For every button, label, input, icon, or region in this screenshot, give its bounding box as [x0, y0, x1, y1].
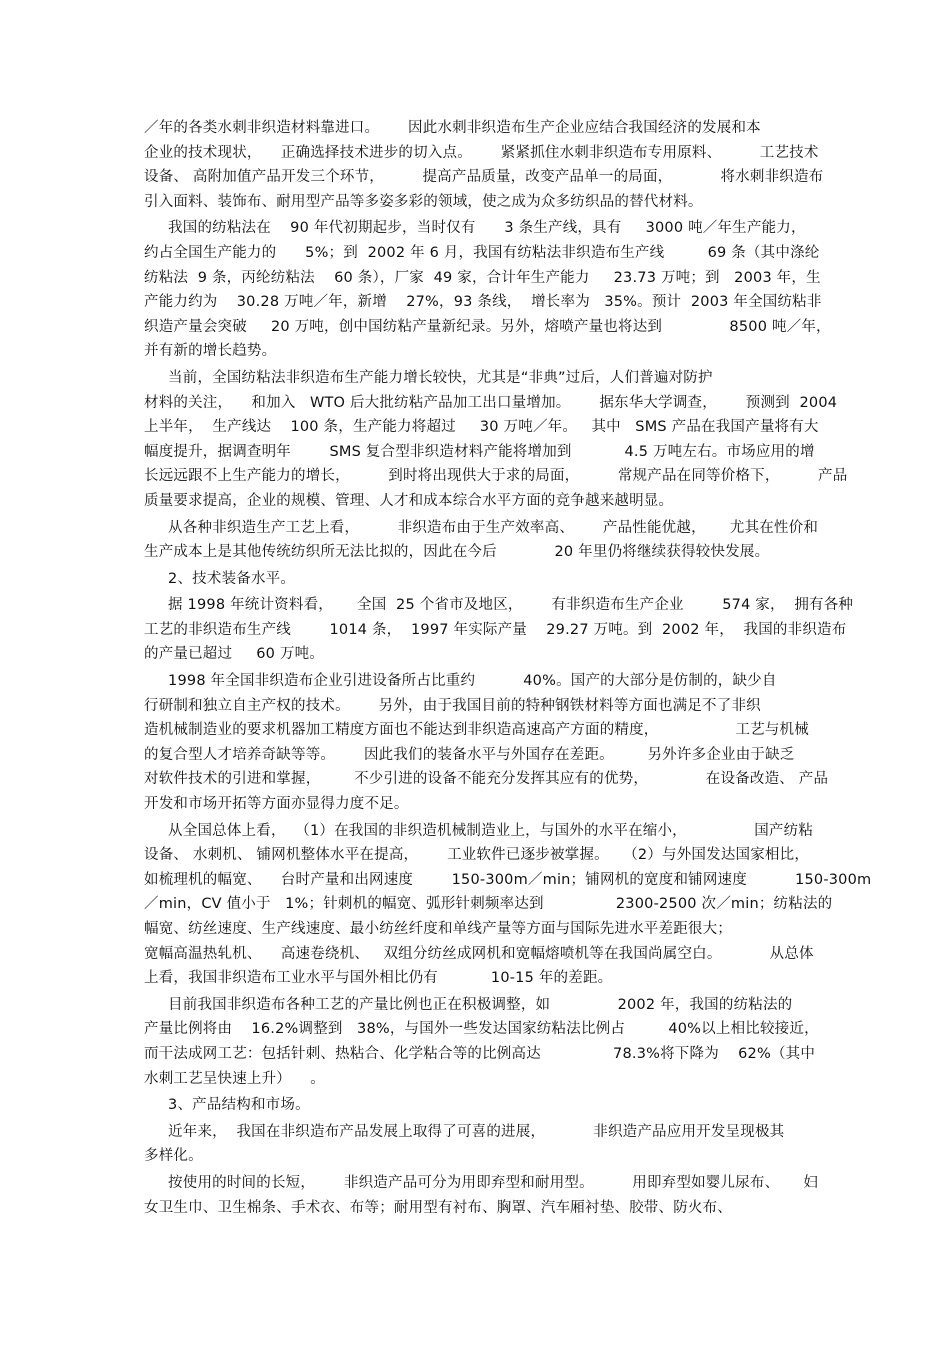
text-line: 工艺的非织造布生产线 1014 条， 1997 年实际产量 29.27 万吨。到 2002 年， 我国的非织造布: [144, 621, 847, 638]
paragraph: [144, 1171, 819, 1220]
text-line: 3、产品结构和市场。: [144, 1097, 310, 1114]
text-line: 水刺工艺呈快速上升） 。: [144, 1070, 325, 1087]
text-line: 对软件技术的引进和掌握， 不少引进的设备不能充分发挥其应有的优势， 在设备改造、 产品: [144, 771, 829, 788]
text-line: 行研制和独立自主产权的技术。 另外，由于我国目前的特种钢铁材料等方面也满足不了非织: [144, 697, 761, 714]
text-line: 的产量已超过 60 万吨。: [144, 646, 325, 663]
text-line: 1998 年全国非织造布企业引进设备所占比重约 40%。国产的大部分是仿制的，缺少自: [144, 673, 777, 690]
text-line: 幅度提升，据调查明年 SMS 复合型非织造材料产能将增加到 4.5 万吨左右。市场应用的增: [144, 443, 815, 460]
text-line: 造机械制造业的要求机器加工精度方面也不能达到非织造高速高产方面的精度， 工艺与机械: [144, 722, 809, 739]
text-line: 当前，全国纺粘法非织造布生产能力增长较快，尤其是“非典”过后，人们普遍对防护: [144, 369, 713, 386]
text-line: 据 1998 年统计资料看， 全国 25 个省市及地区， 有非织造布生产企业 574 家， 拥有各种: [144, 597, 854, 614]
document-body: [144, 116, 872, 1222]
paragraph: [144, 593, 854, 667]
text-line: ／min，CV 值小于 1%；针刺机的幅宽、弧形针刺频率达到 2300-2500 次／min；纺粘法的: [144, 896, 833, 913]
text-line: 我国的纺粘法在 90 年代初期起步，当时仅有 3 条生产线，具有 3000 吨／年生产能力，: [144, 220, 806, 237]
text-line: 纺粘法 9 条，丙纶纺粘法 60 条），厂家 49 家，合计年生产能力 23.73 万吨；到 2003 年，生: [144, 269, 821, 286]
text-line: 织造产量会突破 20 万吨，创中国纺粘产量新纪录。另外，熔喷产量也将达到 8500 吨／年，: [144, 318, 831, 335]
text-line: 多样化。: [144, 1148, 203, 1165]
paragraph: [144, 1120, 812, 1169]
text-line: 的复合型人才培养奇缺等等。 因此我们的装备水平与外国存在差距。 另外许多企业由于缺乏: [144, 746, 795, 763]
text-line: 幅宽、纺丝速度、生产线速度、最小纺丝纤度和单线产量等方面与国际先进水平差距很大；: [144, 921, 732, 937]
paragraph: [144, 819, 872, 991]
text-line: 生产成本上是其他传统纺织所无法比拟的，因此在今后 20 年里仍将继续获得较快发展。: [144, 544, 770, 561]
text-line: 设备、 水刺机、 铺网机整体水平在提高， 工业软件已逐步被掌握。 （2）与外国发达国家相比，: [144, 847, 810, 864]
text-line: 设备、 高附加值产品开发三个环节， 提高产品质量，改变产品单一的局面， 将水刺非织造布: [144, 169, 824, 186]
paragraph: [144, 516, 819, 565]
text-line: 上看，我国非织造布工业水平与国外相比仍有 10-15 年的差距。: [144, 970, 613, 987]
text-line: 按使用的时间的长短， 非织造产品可分为用即弃型和耐用型。 用即弃型如婴儿尿布、 妇: [144, 1174, 819, 1191]
text-line: 宽幅高温热轧机、 高速卷绕机、 双组分纺丝成网机和宽幅熔喷机等在我国尚属空白。 从总体: [144, 945, 814, 962]
paragraph: [144, 669, 829, 817]
text-line: 开发和市场开拓等方面亦显得力度不足。: [144, 796, 409, 813]
text-line: ／年的各类水刺非织造材料靠进口。 因此水刺非织造布生产企业应结合我国经济的发展和本: [144, 120, 761, 136]
paragraph: [144, 1093, 812, 1118]
text-line: 女卫生巾、卫生棉条、手术衣、布等；耐用型有衬布、胸罩、汽车厢衬垫、胶带、防火布、: [144, 1199, 732, 1216]
text-line: 引入面料、装饰布、耐用型产品等多姿多彩的领域，使之成为众多纺织品的替代材料。: [144, 193, 703, 210]
text-line: 而干法成网工艺：包括针刺、热粘合、化学粘合等的比例高达 78.3%将下降为 62%（其中: [144, 1045, 816, 1062]
text-line: 并有新的增长趋势。: [144, 343, 277, 360]
text-line: 从全国总体上看， （1）在我国的非织造机械制造业上，与国外的水平在缩小， 国产纺粘: [144, 822, 814, 839]
text-line: 2、技术装备水平。: [144, 570, 296, 587]
text-line: 近年来， 我国在非织造布产品发展上取得了可喜的进展， 非织造产品应用开发呈现极其: [144, 1123, 785, 1140]
text-line: 约占全国生产能力的 5%；到 2002 年 6 月，我国有纺粘法非织造布生产线 69 条（其中涤纶: [144, 244, 820, 261]
text-line: 企业的技术现状， 正确选择技术进步的切入点。 紧紧抓住水刺非织造布专用原料、 工艺技术: [144, 144, 819, 161]
paragraph: [144, 993, 819, 1091]
paragraph: [144, 216, 831, 364]
text-line: 产量比例将由 16.2%调整到 38%，与国外一些发达国家纺粘法比例占 40%以上相比较接近，: [144, 1021, 819, 1038]
paragraph: [144, 366, 848, 514]
text-line: 目前我国非织造布各种工艺的产量比例也正在积极调整，如 2002 年，我国的纺粘法的: [144, 996, 793, 1013]
paragraph: [144, 567, 812, 592]
text-line: 上半年， 生产线达 100 条，生产能力将超过 30 万吨／年。 其中 SMS 产品在我国产量将有大: [144, 419, 819, 436]
paragraph: [144, 116, 824, 214]
text-line: 长远远跟不上生产能力的增长， 到时将出现供大于求的局面， 常规产品在同等价格下， 产品: [144, 468, 848, 485]
text-line: 从各种非织造生产工艺上看， 非织造布由于生产效率高、 产品性能优越， 尤其在性价和: [144, 519, 819, 536]
text-line: 如梳理机的幅宽、 台时产量和出网速度 150-300m／min；铺网机的宽度和铺网速度 150-300m: [144, 871, 872, 888]
text-line: 材料的关注， 和加入 WTO 后大批纺粘产品加工出口量增加。 据东华大学调查， 预测到 2004: [144, 394, 838, 411]
text-line: 产能力约为 30.28 万吨／年，新增 27%，93 条线， 增长率为 35%。预计 2003 年全国纺粘非: [144, 294, 822, 311]
text-line: 质量要求提高，企业的规模、管理、人才和成本综合水平方面的竞争越来越明显。: [144, 492, 674, 509]
